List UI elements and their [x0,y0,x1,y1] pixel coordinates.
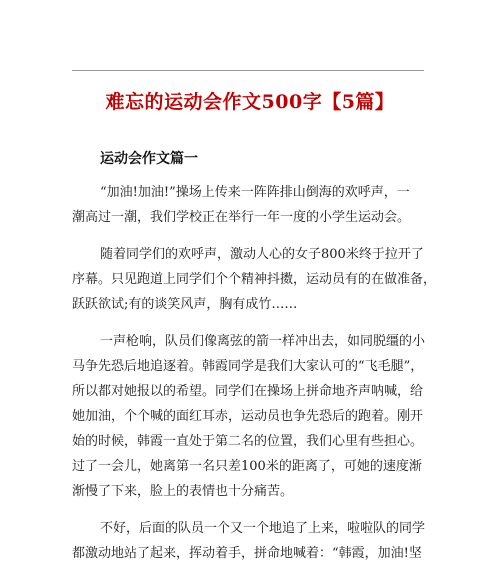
text-line: 渐慢了下来，脸上的表情也十分痛苦。 [72,484,294,499]
document-title: 难忘的运动会作文500字【5篇】 [105,91,395,113]
text-line: 都激动地站了起来，挥动着手，拼命地喊着：“韩霞，加油!坚 [72,546,422,561]
paragraph-4 [72,516,426,566]
text-line: 她加油，个个喊的面红耳赤，运动员也争先恐后的跑着。刚开 [72,409,424,424]
section-heading: 运动会作文篇一 [100,151,198,167]
text-line: “加油!加油!”操场上传来一阵阵排山倒海的欢呼声，一 [100,185,410,200]
text-line: 序幕。只见跑道上同学们个个精神抖擞，运动员有的在做准备， [72,272,437,287]
text-line: 不好，后面的队员一个又一个地追了上来，啦啦队的同学 [100,521,426,536]
text-line: 跃跃欲试;有的谈笑风声，胸有成竹…… [72,297,298,312]
paragraph-1 [72,180,411,230]
paragraph-2 [72,242,437,317]
article-body [72,180,437,578]
text-line: 马争先恐后地追逐着。韩霞同学是我们大家认可的“飞毛腿”， [72,359,424,374]
header-divider [72,70,424,71]
text-line: 随着同学们的欢呼声，激动人心的女子800米终于拉开了 [100,247,424,262]
text-line: 所以都对她报以的希望。同学们在操场上拼命地齐声呐喊，给 [72,384,424,399]
text-line: 潮高过一潮，我们学校正在举行一年一度的小学生运动会。 [72,210,411,225]
text-line: 始的时候，韩霞一直处于第二名的位置，我们心里有些担心。 [72,434,424,449]
text-line: 过了一会儿，她离第一名只差100米的距离了，可她的速度渐 [72,459,422,474]
paragraph-3 [72,329,426,504]
text-line: 一声枪响，队员们像离弦的箭一样冲出去，如同脱缰的小 [100,334,426,349]
